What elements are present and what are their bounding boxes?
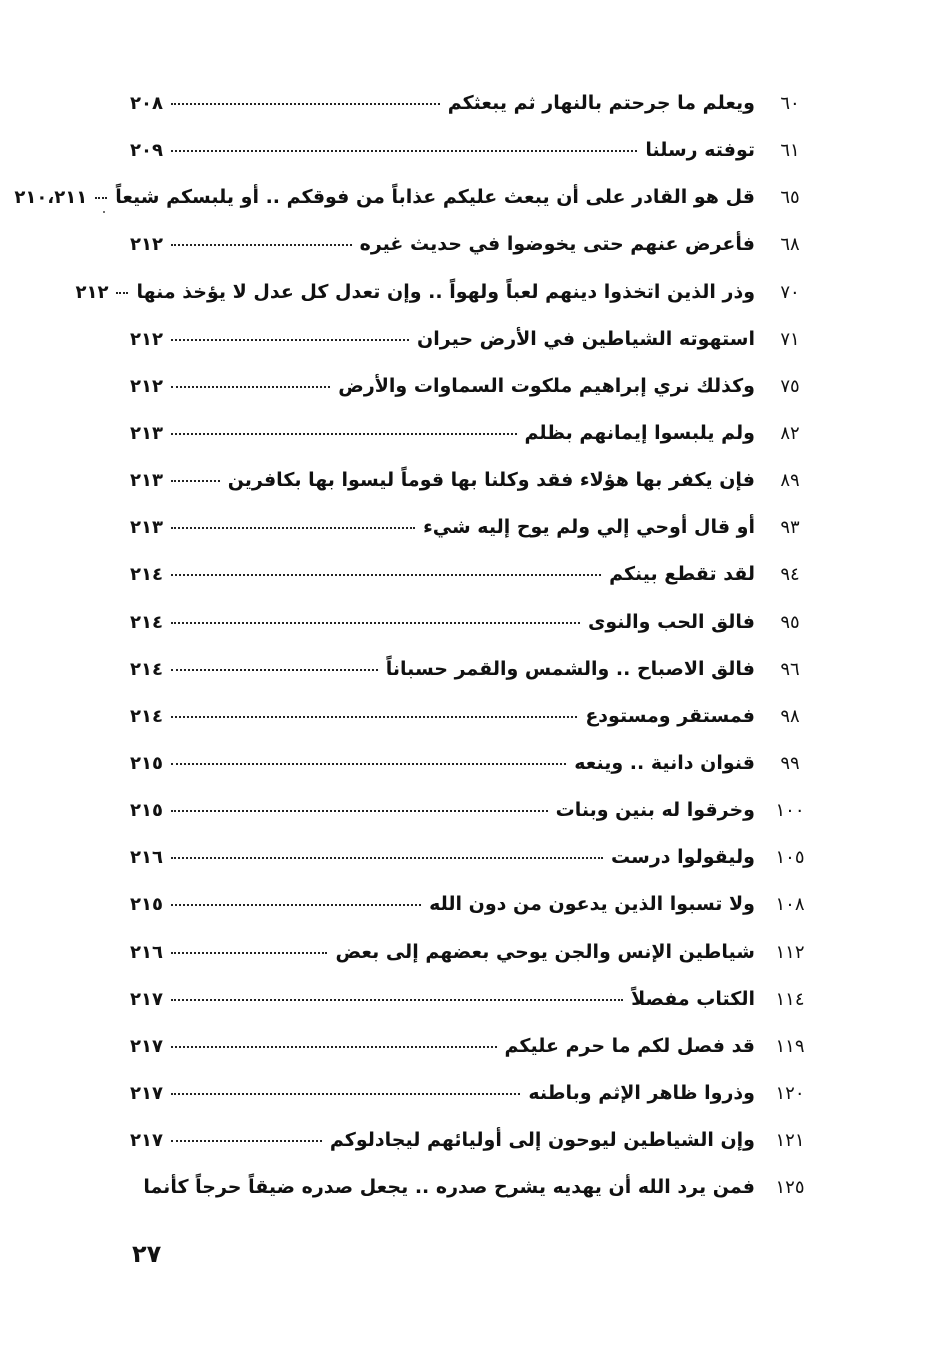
verse-text: وإن الشياطين ليوحون إلى أوليائهم ليجادلوكم xyxy=(329,1129,755,1152)
verse-number: ١٢١ xyxy=(775,1130,805,1152)
dot-leader xyxy=(171,622,580,624)
index-row xyxy=(130,410,825,457)
dot-leader xyxy=(171,952,327,954)
verse-text: ويعلم ما جرحتم بالنهار ثم يبعثكم xyxy=(447,92,755,114)
page-reference: ٢١٥ xyxy=(130,752,163,774)
dot-leader xyxy=(171,1046,497,1048)
verse-number: ١١٤ xyxy=(775,988,805,1010)
verse-text: فأعرض عنهم حتى يخوضوا في حديث غيره xyxy=(359,233,755,256)
verse-text: ولم يلبسوا إيمانهم بظلم xyxy=(524,421,755,444)
page-reference: ٢١٤ xyxy=(130,658,163,680)
index-row xyxy=(130,881,825,928)
page-reference: ٢١٣ xyxy=(130,422,163,444)
index-row xyxy=(130,976,825,1023)
dot-leader xyxy=(171,810,548,812)
verse-text: قنوان دانية .. وينعه xyxy=(574,751,755,774)
verse-text: وخرقوا له بنين وبنات xyxy=(555,799,755,822)
dot-leader xyxy=(171,339,409,341)
dot-leader xyxy=(171,763,566,765)
index-row xyxy=(130,551,825,598)
index-row xyxy=(130,316,825,363)
index-row xyxy=(130,127,825,174)
dot-leader xyxy=(171,574,601,576)
index-row xyxy=(130,646,825,693)
index-row xyxy=(14,174,825,221)
verse-number: ١١٢ xyxy=(775,941,805,963)
page-reference: ٢١٤ xyxy=(130,564,163,586)
page-reference: ٢١٠،٢١١ xyxy=(14,187,88,209)
page-reference: ٢١٢ xyxy=(75,281,109,303)
index-row xyxy=(130,1070,825,1117)
verse-text: استهوته الشياطين في الأرض حيران xyxy=(417,327,755,350)
verse-number: ٩٤ xyxy=(780,564,800,586)
verse-number: ١٠٠ xyxy=(775,800,805,822)
index-row xyxy=(130,929,825,976)
page-reference: ٢١٦ xyxy=(130,941,163,963)
dot-leader xyxy=(171,244,352,246)
dot-leader xyxy=(95,197,107,199)
verse-number: ٦٨ xyxy=(780,234,800,256)
page-reference: ٢٠٨ xyxy=(130,93,163,114)
index-row xyxy=(130,787,825,834)
verse-number: ٩٥ xyxy=(780,611,800,633)
verse-number: ٧١ xyxy=(780,328,800,350)
dot-leader xyxy=(171,857,603,859)
verse-text: قد فصل لكم ما حرم عليكم xyxy=(504,1034,755,1057)
page-reference: ٢١٤ xyxy=(130,705,163,727)
index-row xyxy=(130,740,825,787)
dot-leader xyxy=(171,999,623,1001)
index-row xyxy=(130,599,825,646)
verse-number: ٦٠ xyxy=(780,93,800,114)
verse-number: ٦١ xyxy=(780,140,800,162)
page-reference: ٢١٧ xyxy=(130,1082,163,1104)
page-number: ٢٧ xyxy=(132,1240,162,1268)
index-row xyxy=(130,1117,825,1164)
verse-number: ٦٥ xyxy=(780,187,800,209)
verse-text: فإن يكفر بها هؤلاء فقد وكلنا بها قوماً ليسوا بها بكافرين xyxy=(227,469,755,492)
page-reference: ٢١٦ xyxy=(130,847,163,869)
dot-leader xyxy=(171,103,440,105)
dot-leader xyxy=(171,150,637,152)
index-row xyxy=(130,221,825,268)
dot-leader xyxy=(171,716,577,718)
verse-text: وكذلك نري إبراهيم ملكوت السماوات والأرض xyxy=(338,374,755,397)
verse-text: فالق الاصباح .. والشمس والقمر حسباناً xyxy=(385,657,755,680)
index-row xyxy=(130,80,825,127)
page-reference: ٢١٧ xyxy=(130,1130,163,1152)
dot-leader xyxy=(171,527,415,529)
verse-number: ١٢٥ xyxy=(775,1177,805,1199)
verse-text: توفته رسلنا xyxy=(645,139,755,162)
page-reference: ٢١٧ xyxy=(130,988,163,1010)
index-row xyxy=(130,504,825,551)
verse-number: ٩٩ xyxy=(780,752,800,774)
index-row xyxy=(130,834,825,881)
page-reference: ٢٠٩ xyxy=(130,140,163,162)
verse-text: ولا تسبوا الذين يدعون من دون الله xyxy=(429,893,755,916)
page-reference: ٢١٢ xyxy=(130,234,163,256)
verse-number: ١٠٨ xyxy=(775,894,805,916)
page-reference: ٢١٣ xyxy=(130,517,163,539)
verse-number: ٧٠ xyxy=(780,281,800,303)
dot-leader xyxy=(171,669,378,671)
page-reference: ٢١٣ xyxy=(130,470,163,492)
dot-leader xyxy=(171,904,421,906)
verse-text: فمن يرد الله أن يهديه يشرح صدره .. يجعل صدره ضيقاً حرجاً كأنما xyxy=(143,1176,755,1199)
dot-leader xyxy=(171,386,330,388)
index-row xyxy=(75,269,825,316)
verse-number: ١١٩ xyxy=(775,1035,805,1057)
dot-leader xyxy=(171,1093,520,1095)
verse-text: الكتاب مفصلاً xyxy=(631,987,755,1010)
index-row xyxy=(130,457,825,504)
verse-text: فالق الحب والنوى xyxy=(587,610,755,633)
page-reference: ٢١٧ xyxy=(130,1035,163,1057)
verse-text: فمستقر ومستودع xyxy=(585,704,755,727)
verse-number: ٩٣ xyxy=(780,517,800,539)
verse-number: ٨٩ xyxy=(780,470,800,492)
verse-number: ٩٨ xyxy=(780,705,800,727)
dot-leader xyxy=(171,480,220,482)
page-reference: ٢١٤ xyxy=(130,611,163,633)
index-row xyxy=(130,693,825,740)
dot-leader xyxy=(116,292,128,294)
verse-text: وليقولوا درست xyxy=(611,846,755,869)
index-row xyxy=(130,1023,825,1070)
index-row xyxy=(130,363,825,410)
page-reference: ٢١٢ xyxy=(130,328,163,350)
dot-leader xyxy=(171,1140,322,1142)
verse-text: قل هو القادر على أن يبعث عليكم عذاباً من فوقكم .. أو يلبسكم شيعاً xyxy=(115,186,755,209)
page-reference: ٢١٥ xyxy=(130,800,163,822)
index-row xyxy=(130,1164,825,1211)
page-reference: ٢١٢ xyxy=(130,375,163,397)
verse-number: ٧٥ xyxy=(780,375,800,397)
verse-text: أو قال أوحي إلي ولم يوح إليه شيء xyxy=(423,516,755,539)
verse-number: ١٠٥ xyxy=(775,847,805,869)
scan-speck xyxy=(103,211,105,213)
verse-index-list xyxy=(14,80,825,1211)
verse-text: وذروا ظاهر الإثم وباطنه xyxy=(528,1081,755,1104)
verse-number: ٩٦ xyxy=(780,658,800,680)
page-reference: ٢١٥ xyxy=(130,894,163,916)
dot-leader xyxy=(171,433,517,435)
verse-number: ٨٢ xyxy=(780,422,800,444)
verse-text: شياطين الإنس والجن يوحي بعضهم إلى بعض xyxy=(335,940,755,963)
verse-text: لقد تقطع بينكم xyxy=(609,563,755,586)
verse-number: ١٢٠ xyxy=(775,1082,805,1104)
verse-text: وذر الذين اتخذوا دينهم لعباً ولهواً .. وإن تعدل كل عدل لا يؤخذ منها xyxy=(136,280,755,303)
